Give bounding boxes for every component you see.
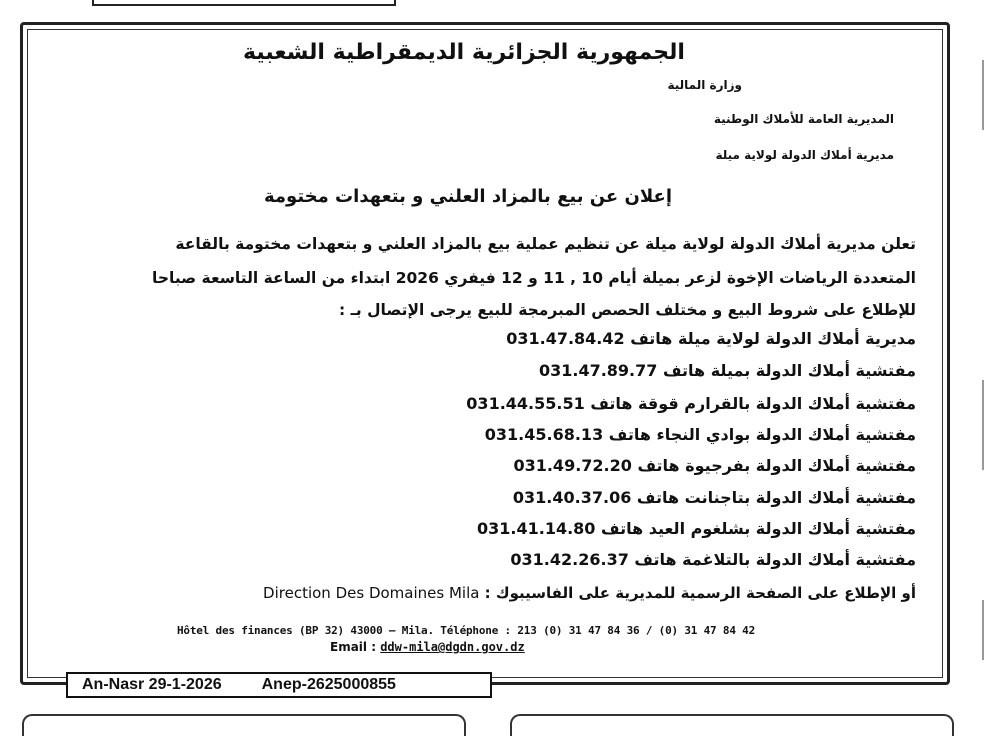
contact-line <box>477 519 916 538</box>
anep-reference: Anep-2625000855 <box>261 676 396 693</box>
ministry-label: وزارة المالية <box>667 78 742 92</box>
contact-phone: 031.44.55.51 <box>466 394 585 413</box>
scan-edge-mark <box>982 380 984 470</box>
facebook-page-name: Direction Des Domaines Mila <box>263 584 480 602</box>
contact-line <box>510 550 916 569</box>
contact-phone: 031.42.26.37 <box>510 550 629 569</box>
contact-phone: 031.47.84.42 <box>506 329 625 348</box>
contact-office: مفتشية أملاك الدولة بميلة هاتف <box>662 361 916 380</box>
contact-phone: 031.40.37.06 <box>512 488 632 507</box>
bottom-adjacent-ad-box-right <box>510 714 954 736</box>
contact-line <box>513 456 916 475</box>
facebook-text: أو الإطلاع على الصفحة الرسمية للمديرية على الفاسيبوك : <box>484 584 916 602</box>
announcement-frame-inner <box>27 29 943 678</box>
contact-line <box>506 329 916 348</box>
contact-office: مديرية أملاك الدولة لولاية ميلة هاتف <box>630 329 916 348</box>
paragraph-line: تعلن مديرية أملاك الدولة لولاية ميلة عن تنظيم عملية بيع بالمزاد العلني و بتعهدات مختومة بالقاعة <box>175 235 916 253</box>
contact-phone: 031.49.72.20 <box>513 456 632 475</box>
contact-office: مفتشية أملاك الدولة بالتلاغمة هاتف <box>634 550 916 569</box>
announcement-title: إعلان عن بيع بالمزاد العلني و بتعهدات مختومة <box>263 186 672 207</box>
contact-line <box>539 361 916 380</box>
contact-line <box>513 488 916 507</box>
general-directorate-label: المديرية العامة للأملاك الوطنية <box>713 112 894 126</box>
directorate-label: مديرية أملاك الدولة لولاية ميلة <box>715 148 894 162</box>
paragraph-line: للإطلاع على شروط البيع و مختلف الحصص المبرمجة للبيع يرجى الإتصال بـ : <box>338 301 916 319</box>
publication-reference: An-Nasr 29-1-2026 <box>82 676 222 693</box>
contact-office: مفتشية أملاك الدولة بالقرارم قوقة هاتف <box>590 394 916 413</box>
footer-email-line <box>330 640 525 654</box>
contact-phone: 031.47.89.77 <box>538 361 658 380</box>
publication-reference-box <box>66 672 492 698</box>
contact-office: مفتشية أملاك الدولة بوادي النجاء هاتف <box>608 425 916 444</box>
contact-phone: 031.41.14.80 <box>477 519 596 538</box>
contact-line <box>466 394 916 413</box>
contact-office: مفتشية أملاك الدولة بشلغوم العيد هاتف <box>601 519 916 538</box>
footer-address: Hôtel des finances (BP 32) 43000 — Mila. Téléphone : 213 (0) 31 47 84 36 / (0) 31 47 84 42 <box>176 624 756 637</box>
bottom-adjacent-ad-box-left <box>22 714 466 736</box>
email-link[interactable]: ddw-mila@dgdn.gov.dz <box>380 640 525 654</box>
facebook-line <box>263 584 916 602</box>
contact-office: مفتشية أملاك الدولة بتاجنانت هاتف <box>636 488 916 507</box>
scan-edge-mark <box>982 600 984 660</box>
email-label: Email : <box>330 640 377 654</box>
scan-edge-mark <box>982 60 984 130</box>
contact-phone: 031.45.68.13 <box>484 425 604 444</box>
contact-line <box>485 425 916 444</box>
paragraph-line: المتعددة الرياضات الإخوة لزعر بميلة أيام 10 , 11 و 12 فيفري 2026 ابتداء من الساعة التاسعة صباحا <box>152 269 916 287</box>
contact-office: مفتشية أملاك الدولة بفرجيوة هاتف <box>637 456 916 475</box>
top-adjacent-ad-box <box>92 0 396 6</box>
republic-heading: الجمهورية الجزائرية الديمقراطية الشعبية <box>243 40 685 65</box>
